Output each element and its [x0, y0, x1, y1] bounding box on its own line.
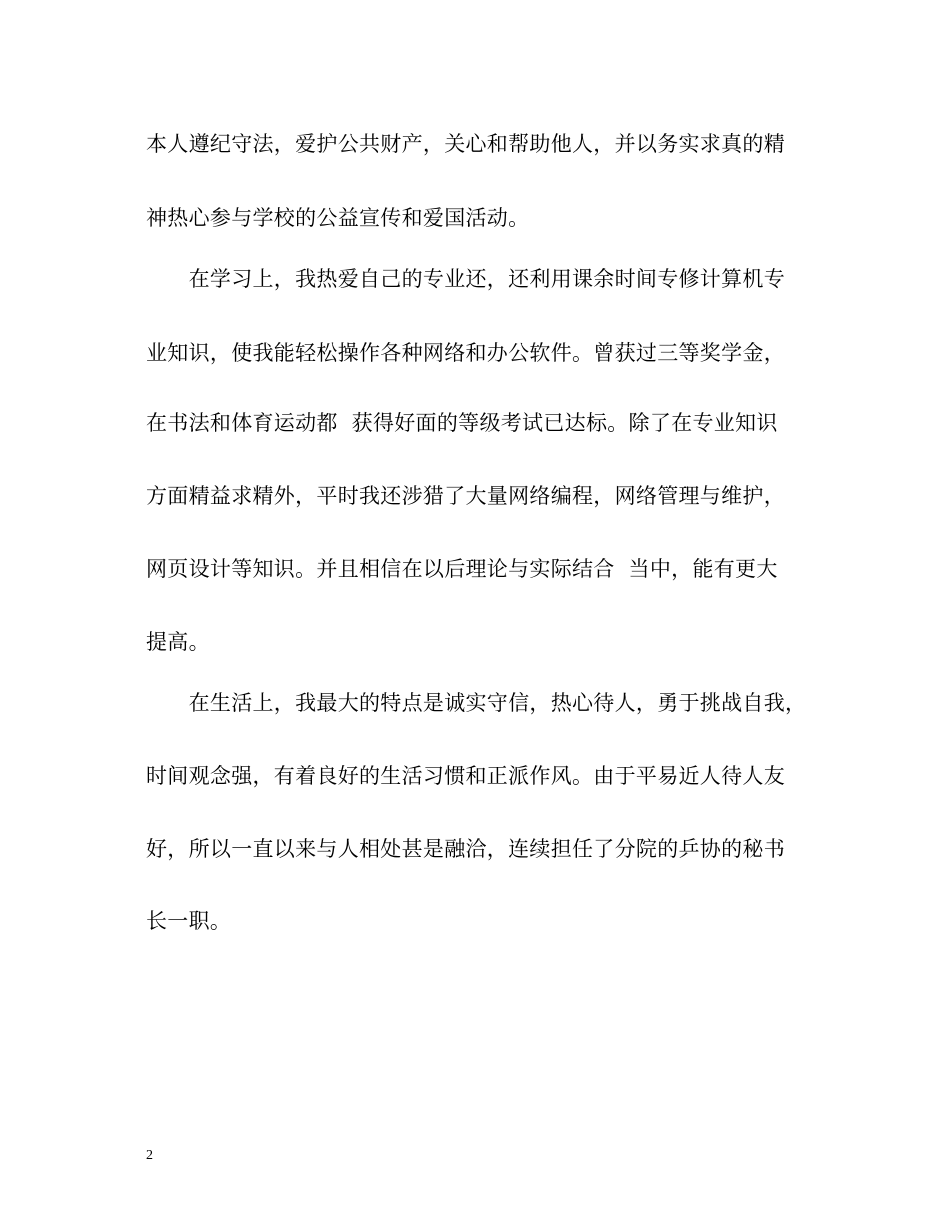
- body-text-line: 提高。: [146, 630, 210, 654]
- body-text-line: 业知识，使我能轻松操作各种网络和办公软件。曾获过三等奖学金，: [146, 341, 785, 365]
- body-text-line: 在生活上，我最大的特点是诚实守信，热心待人，勇于挑战自我，: [146, 691, 807, 715]
- body-text-line: 时间观念强，有着良好的生活习惯和正派作风。由于平易近人待人友: [146, 764, 785, 788]
- body-text-line: 长一职。: [146, 909, 232, 933]
- body-text-line: 本人遵纪守法，爱护公共财产，关心和帮助他人，并以务实求真的精: [146, 132, 785, 156]
- body-text-line: 在学习上，我热爱自己的专业还，还利用课余时间专修计算机专: [146, 267, 785, 291]
- body-text-line: 好，所以一直以来与人相处甚是融洽，连续担任了分院的乒协的秘书: [146, 837, 785, 861]
- body-text-line: 神热心参与学校的公益宣传和爱国活动。: [146, 206, 530, 230]
- page-number: 2: [146, 1148, 153, 1163]
- body-text-line: 在书法和体育运动都 获得好面的等级考试已达标。除了在专业知识: [146, 411, 778, 435]
- body-text-line: 网页设计等知识。并且相信在以后理论与实际结合 当中，能有更大: [146, 557, 778, 581]
- body-text-line: 方面精益求精外，平时我还涉猎了大量网络编程，网络管理与维护，: [146, 484, 785, 508]
